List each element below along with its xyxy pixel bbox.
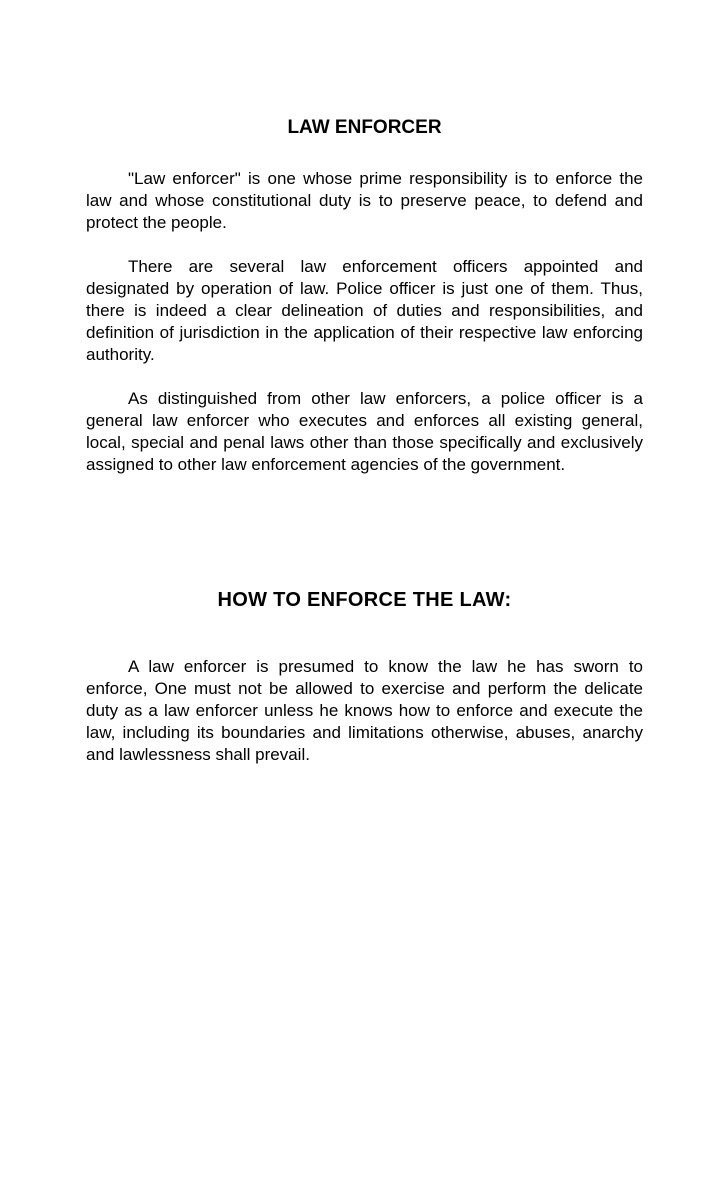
section-title-law-enforcer: LAW ENFORCER	[287, 117, 442, 138]
section-title-how-to-enforce: HOW TO ENFORCE THE LAW:	[217, 589, 512, 611]
paragraph-how-to-enforce: A law enforcer is presumed to know the law he has sworn to enforce, One must not be allowed to exercise and perform the delicate duty as a law enforcer unless he knows how to enforce and execute the law, including its boundaries and limitations otherwise, abuses, anarchy and lawlessness shall prevail.	[86, 657, 643, 764]
paragraph-law-enforcement-officers: There are several law enforcement officers appointed and designated by operation of law. Police officer is just one of them. Thus, there is indeed a clear delineation of duties and responsibilities, and definition of jurisdiction in the application of their respective law enforcing authority.	[86, 257, 643, 364]
paragraph-police-officer: As distinguished from other law enforcers, a police officer is a general law enforcer who executes and enforces all existing general, local, special and penal laws other than those specifically and exclusively assigned to other law enforcement agencies of the government.	[86, 389, 643, 474]
paragraph-law-enforcer-definition: "Law enforcer" is one whose prime responsibility is to enforce the law and whose constitutional duty is to preserve peace, to defend and protect the people.	[86, 169, 643, 232]
